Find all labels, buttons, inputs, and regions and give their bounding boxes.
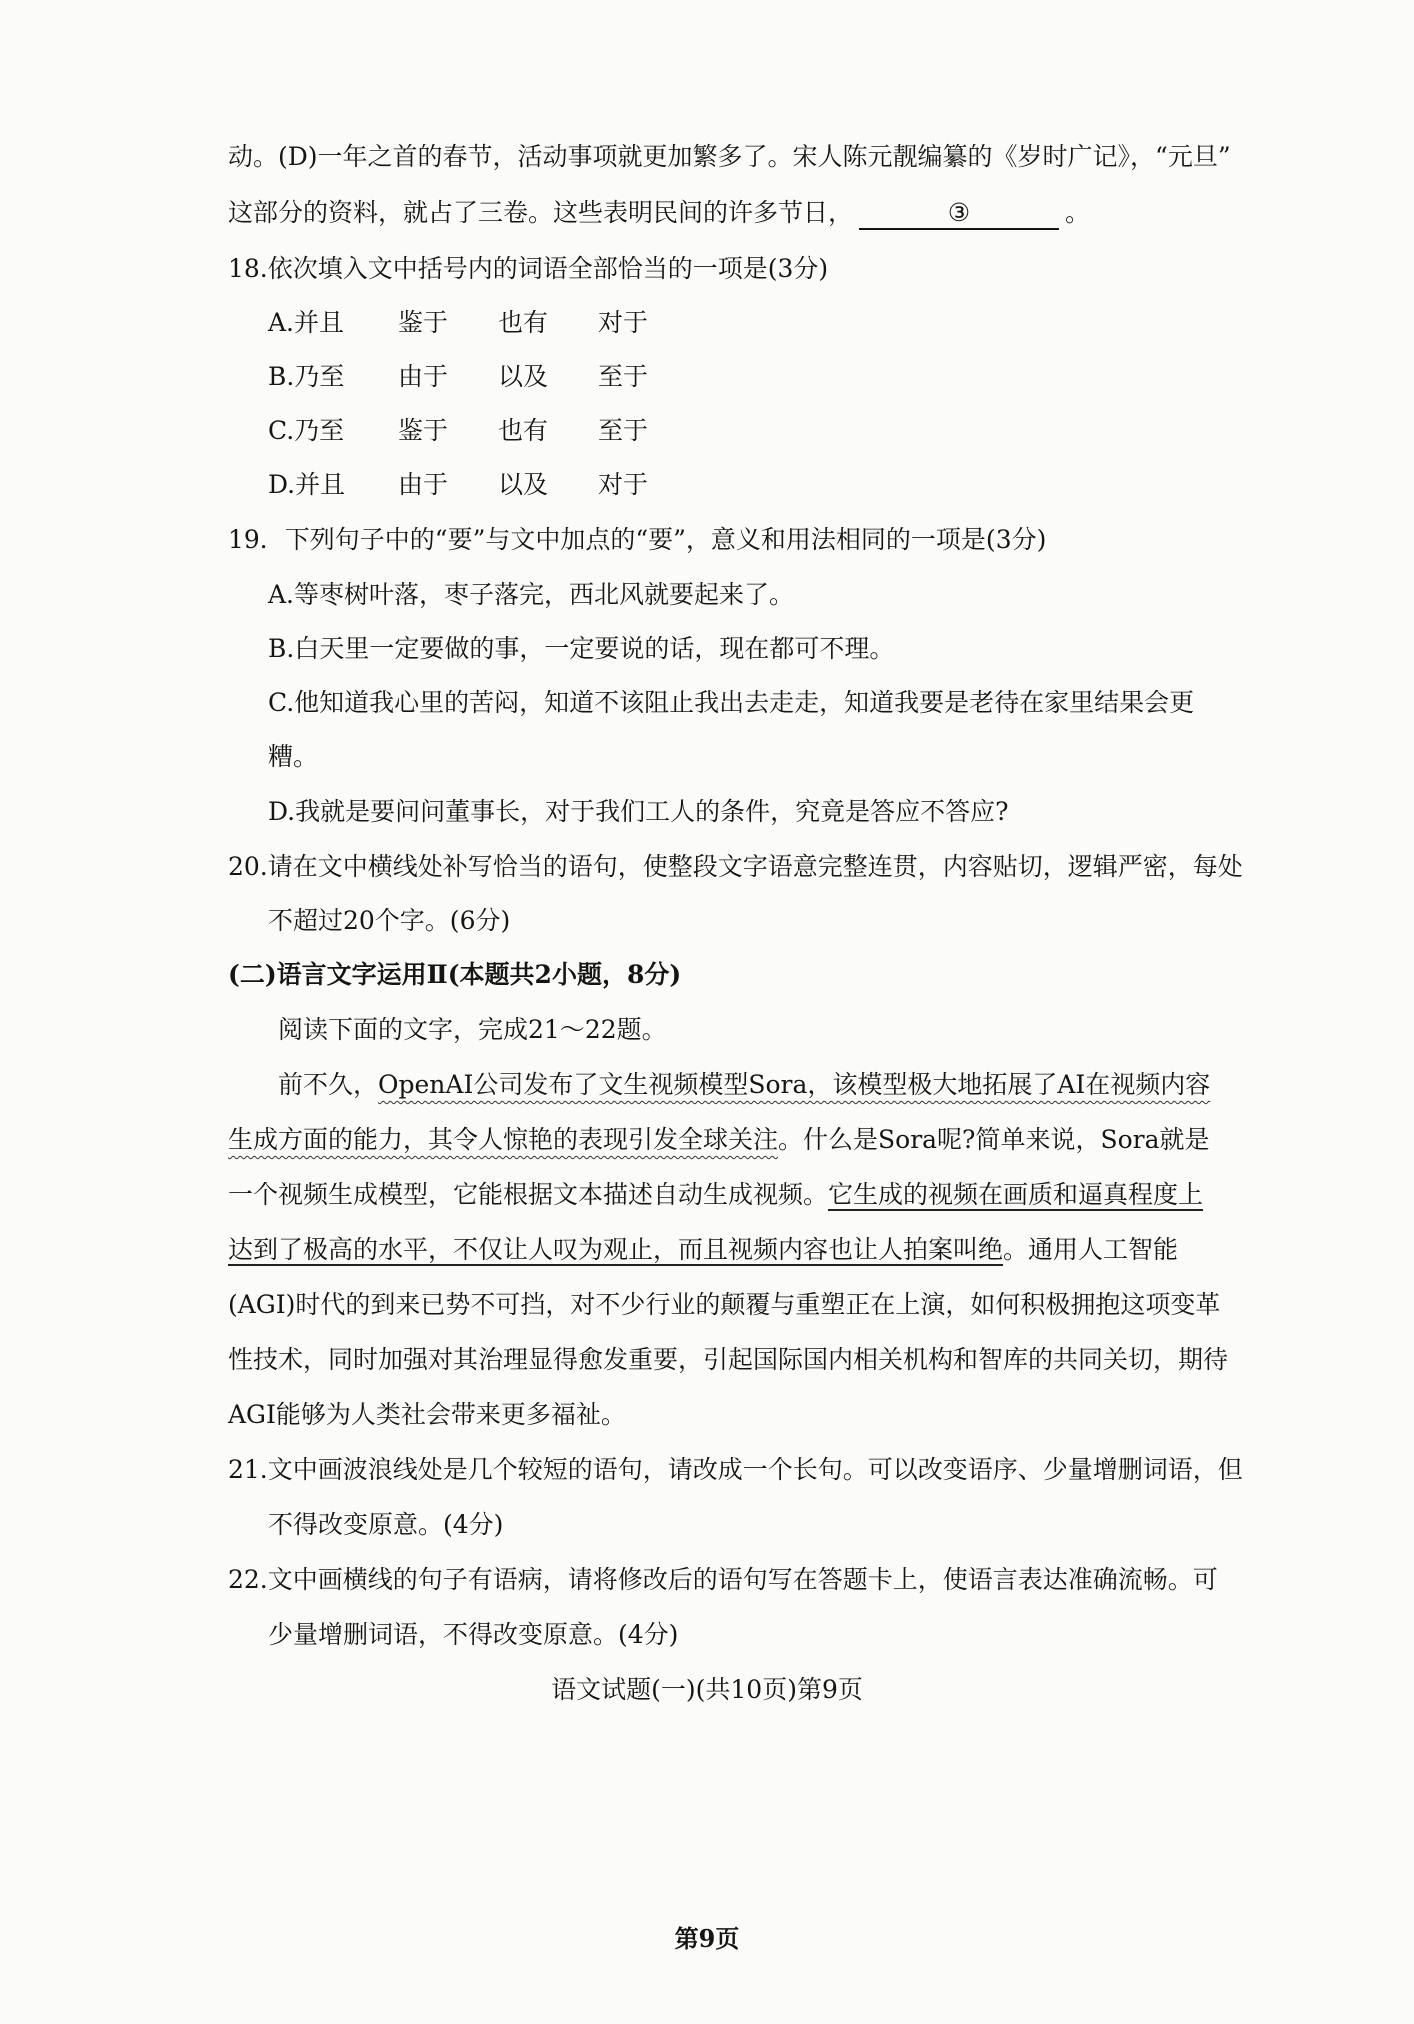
passage-top-line-2-end: 。 (1065, 198, 1091, 227)
passage-line-7: AGI能够为人类社会带来更多福祉。 (228, 1400, 626, 1429)
passage-top-line-2 (228, 196, 1090, 230)
q19-option-a: A.等枣树叶落，枣子落完，西北风就要起来了。 (268, 580, 795, 609)
q18-a-word-3: 也有 (498, 308, 549, 337)
section-2-heading: (二)语言文字运用Ⅱ(本题共2小题，8分) (228, 960, 682, 989)
q18-d-word-3: 以及 (498, 470, 549, 499)
passage-line-1-start: 前不久， (278, 1070, 379, 1099)
q18-d-word-1: D.并且 (268, 470, 346, 499)
q18-option-d (268, 468, 698, 502)
q18-d-word-2: 由于 (398, 470, 449, 499)
q18-b-word-1: B.乃至 (268, 362, 345, 391)
q18-stem: 18.依次填入文中括号内的词语全部恰当的一项是(3分) (228, 254, 829, 283)
q18-option-b (268, 360, 698, 394)
passage-line-1 (278, 1068, 1210, 1102)
q18-b-word-2: 由于 (398, 362, 449, 391)
passage-line-3 (228, 1178, 1203, 1212)
q18-a-word-1: A.并且 (268, 308, 345, 337)
passage-line-2-end: 。什么是Sora呢?简单来说，Sora就是 (778, 1125, 1210, 1154)
passage-line-3-start: 一个视频生成模型，它能根据文本描述自动生成视频。 (228, 1180, 829, 1209)
passage-line-2 (228, 1123, 1210, 1157)
q18-c-word-2: 鉴于 (398, 416, 449, 445)
q18-option-c (268, 414, 698, 448)
q18-c-word-3: 也有 (498, 416, 549, 445)
q21-stem-line-1: 21.文中画波浪线处是几个较短的语句，请改成一个长句。可以改变语序、少量增删词语，但 (228, 1455, 1243, 1484)
q19-option-c-line-1: C.他知道我心里的苦闷，知道不该阻止我出去走走，知道我要是老待在家里结果会更 (268, 688, 1195, 717)
underlined-sentence-part-2: 达到了极高的水平，不仅让人叹为观止，而且视频内容也让人拍案叫绝 (228, 1235, 1004, 1264)
underlined-sentence-part-1: 它生成的视频在画质和逼真程度上 (828, 1180, 1204, 1209)
passage-top-line-2-text: 这部分的资料，就占了三卷。这些表明民间的许多节日， (228, 198, 854, 227)
passage-line-5: (AGI)时代的到来已势不可挡，对不少行业的颠覆与重塑正在上演，如何积极拥抱这项变革 (228, 1290, 1221, 1319)
q18-c-word-1: C.乃至 (268, 416, 345, 445)
q18-b-word-3: 以及 (498, 362, 549, 391)
q22-stem-line-2: 少量增删词语，不得改变原意。(4分) (268, 1620, 679, 1649)
wavy-underlined-text-1: OpenAI公司发布了文生视频模型Sora，该模型极大地拓展了AI在视频内容 (378, 1070, 1211, 1099)
q20-stem-line-1: 20.请在文中横线处补写恰当的语句，使整段文字语意完整连贯，内容贴切，逻辑严密，每处 (228, 852, 1243, 881)
q22-stem-line-1: 22.文中画横线的句子有语病，请将修改后的语句写在答题卡上，使语言表达准确流畅。可 (228, 1565, 1218, 1594)
q18-c-word-4: 至于 (598, 416, 649, 445)
q21-stem-line-2: 不得改变原意。(4分) (268, 1510, 504, 1539)
q19-option-d: D.我就是要问问董事长，对于我们工人的条件，究竟是答应不答应? (268, 797, 1009, 826)
wavy-underlined-text-2: 生成方面的能力，其令人惊艳的表现引发全球关注 (228, 1125, 779, 1154)
passage-line-4-end: 。通用人工智能 (1003, 1235, 1179, 1264)
q19-option-c-line-2: 糟。 (268, 742, 319, 771)
page-number: 第9页 (674, 1924, 740, 1953)
q19-stem: 19．下列句子中的“要”与文中加点的“要”，意义和用法相同的一项是(3分) (228, 525, 1047, 554)
passage-top-line-1: 动。(D)一年之首的春节，活动事项就更加繁多了。宋人陈元靓编纂的《岁时广记》，“元旦” (228, 142, 1231, 171)
q19-option-b: B.白天里一定要做的事，一定要说的话，现在都可不理。 (268, 634, 895, 663)
passage-line-4 (228, 1233, 1178, 1267)
answer-blank-3: ③ (859, 198, 1059, 230)
passage-line-6: 性技术，同时加强对其治理显得愈发重要，引起国际国内相关机构和智库的共同关切，期待 (228, 1345, 1229, 1374)
q18-a-word-2: 鉴于 (398, 308, 449, 337)
exam-footer: 语文试题(一)(共10页)第9页 (551, 1675, 863, 1704)
q20-stem-line-2: 不超过20个字。(6分) (268, 906, 511, 935)
q18-a-word-4: 对于 (598, 308, 649, 337)
section-2-instruction: 阅读下面的文字，完成21～22题。 (278, 1015, 667, 1044)
q18-option-a (268, 306, 698, 340)
q18-d-word-4: 对于 (598, 470, 649, 499)
q18-b-word-4: 至于 (598, 362, 649, 391)
